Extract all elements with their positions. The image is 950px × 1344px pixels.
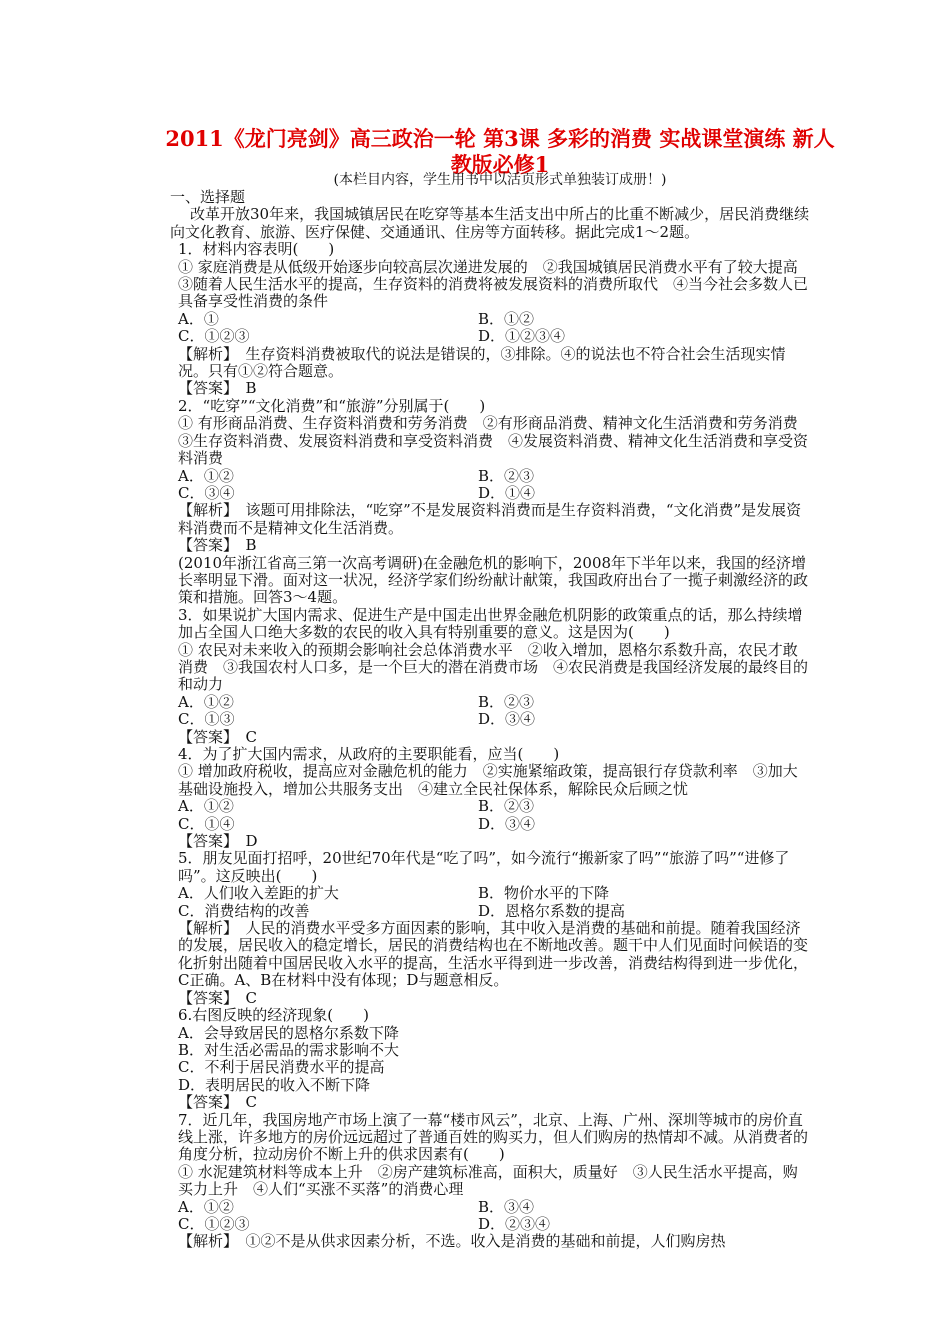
option-b: B．③④ bbox=[478, 1197, 535, 1216]
option-d: D．表明居民的收入不断下降 bbox=[178, 1075, 371, 1094]
question-1-items: ① 家庭消费是从低级开始逐步向较高层次递进发展的 ②我国城镇居民消费水平有了较大提高 ③随着人民生活水平的提高，生存资料的消费将被发展资料的消费所取代 ④当今社会多数人已具备享受性消费的条件 bbox=[178, 257, 813, 311]
option-c: C．消费结构的改善 bbox=[178, 901, 310, 920]
question-5-analysis: 【解析】 人民的消费水平受多方面因素的影响，其中收入是消费的基础和前提。随着我国经济的发展，居民收入的稳定增长，居民的消费结构也在不断地改善。题干中人们见面时问候语的变化折射出随着中国居民收入水平的提高，生活水平得到进一步改善，消费结构得到进一步优化，C正确。A、B在材料中没有体现；D与题意相反。 bbox=[178, 919, 809, 990]
option-b: B．②③ bbox=[478, 466, 535, 485]
question-1-stem: 1．材料内容表明( ) bbox=[178, 240, 335, 259]
question-3-items: ① 农民对未来收入的预期会影响社会总体消费水平 ②收入增加，恩格尔系数升高，农民才敢消费 ③我国农村人口多，是一个巨大的潜在消费市场 ④农民消费是我国经济发展的最终目的和动力 bbox=[178, 640, 809, 694]
question-7-options bbox=[170, 1199, 810, 1216]
option-a: A．① bbox=[178, 309, 219, 328]
option-b: B．对生活必需品的需求影响不大 bbox=[178, 1040, 400, 1059]
section-heading: 一、选择题 bbox=[170, 188, 246, 206]
question-1-analysis: 【解析】 生存资料消费被取代的说法是错误的，③排除。④的说法也不符合社会生活现实情况。只有①②符合题意。 bbox=[178, 344, 786, 381]
document-subtitle: (本栏目内容，学生用书中以活页形式单独装订成册！) bbox=[333, 172, 667, 188]
option-a: A．①② bbox=[178, 692, 234, 711]
question-4-items: ① 增加政府税收，提高应对金融危机的能力 ②实施紧缩政策，提高银行存贷款利率 ③加大基础设施投入，增加公共服务支出 ④建立全民社保体系，解除民众后顾之忧 bbox=[178, 762, 798, 798]
option-b: B．物价水平的下降 bbox=[478, 884, 610, 903]
question-7-options-2 bbox=[170, 1216, 810, 1233]
option-c: C．①④ bbox=[178, 814, 235, 833]
option-b: B．②③ bbox=[478, 692, 535, 711]
question-4-answer: 【答案】 D bbox=[178, 832, 258, 851]
question-1-options-2 bbox=[170, 328, 810, 345]
option-b: B．①② bbox=[478, 309, 535, 328]
option-c: C．①②③ bbox=[178, 1214, 250, 1233]
option-a: A．①② bbox=[178, 466, 234, 485]
question-7-analysis: 【解析】 ①②不是从供求因素分析，不选。收入是消费的基础和前提，人们购房热 bbox=[178, 1232, 726, 1251]
option-a: A．①② bbox=[178, 1197, 234, 1216]
question-6-stem: 6.右图反映的经济现象( ) bbox=[178, 1006, 370, 1025]
intro-paragraph-2: (2010年浙江省高三第一次高考调研)在金融危机的影响下，2008年下半年以来，我国的经济增长率明显下滑。面对这一状况，经济学家们纷纷献计献策，我国政府出台了一揽子刺激经济的政策和措施。回答3～4题。 bbox=[178, 553, 809, 607]
question-4-options bbox=[170, 798, 810, 815]
question-2-stem: 2．“吃穿”“文化消费”和“旅游”分别属于( ) bbox=[178, 396, 486, 415]
question-5-options bbox=[170, 885, 810, 902]
option-d: D．③④ bbox=[478, 814, 536, 833]
question-2-items: ① 有形商品消费、生存资料消费和劳务消费 ②有形商品消费、精神文化生活消费和劳务消费 ③生存资料消费、发展资料消费和享受资料消费 ④发展资料消费、精神文化生活消费和享受资料消费 bbox=[178, 414, 813, 468]
question-3-answer: 【答案】 C bbox=[178, 727, 257, 746]
question-3-options bbox=[170, 694, 810, 711]
option-b: B．②③ bbox=[478, 797, 535, 816]
option-d: D．①②③④ bbox=[478, 327, 566, 346]
document-title: 2011《龙门亮剑》高三政治一轮 第3课 多彩的消费 实战课堂演练 新人教版必修1 bbox=[165, 126, 835, 177]
option-c: C．不利于居民消费水平的提高 bbox=[178, 1058, 385, 1077]
option-c: C．①③ bbox=[178, 710, 235, 729]
question-7-items: ① 水泥建筑材料等成本上升 ②房产建筑标准高，面积大，质量好 ③人民生活水平提高，购买力上升 ④人们“买涨不买落”的消费心理 bbox=[178, 1162, 798, 1199]
question-5-answer: 【答案】 C bbox=[178, 988, 257, 1007]
option-c: C．①②③ bbox=[178, 327, 250, 346]
question-4-options-2 bbox=[170, 816, 810, 833]
question-2-options bbox=[170, 468, 810, 485]
option-a: A．会导致居民的恩格尔系数下降 bbox=[178, 1023, 399, 1042]
question-7-stem: 7．近几年，我国房地产市场上演了一幕“楼市风云”，北京、上海、广州、深圳等城市的房价直线上涨，许多地方的房价远远超过了普通百姓的购买力，但人们购房的热情却不减。从消费者的角度分析，拉动房价不断上升的供求因素有( ) bbox=[178, 1110, 809, 1164]
question-3-options-2 bbox=[170, 711, 810, 728]
question-6-answer: 【答案】 C bbox=[178, 1093, 257, 1112]
intro-paragraph: 改革开放30年来，我国城镇居民在吃穿等基本生活支出中所占的比重不断减少，居民消费继续向文化教育、旅游、医疗保健、交通通讯、住房等方面转移。据此完成1～2题。 bbox=[170, 205, 810, 241]
document-body bbox=[170, 188, 813, 1251]
option-d: D．恩格尔系数的提高 bbox=[478, 901, 626, 920]
option-d: D．①④ bbox=[478, 483, 536, 502]
option-a: A．①② bbox=[178, 797, 234, 816]
question-1-options bbox=[170, 311, 810, 328]
question-5-stem: 5．朋友见面打招呼，20世纪70年代是“吃了吗”，如今流行“搬新家了吗”“旅游了吗”“进修了吗”。这反映出( ) bbox=[178, 849, 790, 885]
option-d: D．②③④ bbox=[478, 1214, 551, 1233]
question-2-analysis: 【解析】 该题可用排除法，“吃穿”不是发展资料消费而是生存资料消费，“文化消费”是发展资料消费而不是精神文化生活消费。 bbox=[178, 501, 802, 537]
question-3-stem: 3．如果说扩大国内需求、促进生产是中国走出世界金融危机阴影的政策重点的话，那么持续增加占全国人口绝大多数的农民的收入具有特别重要的意义。这是因为( ) bbox=[178, 605, 803, 642]
question-1-answer: 【答案】 B bbox=[178, 379, 257, 398]
option-d: D．③④ bbox=[478, 710, 536, 729]
option-a: A．人们收入差距的扩大 bbox=[178, 884, 339, 903]
question-5-options-2 bbox=[170, 903, 810, 920]
question-2-options-2 bbox=[170, 485, 810, 502]
question-2-answer: 【答案】 B bbox=[178, 536, 257, 555]
option-c: C．③④ bbox=[178, 483, 235, 502]
question-4-stem: 4．为了扩大国内需求，从政府的主要职能看，应当( ) bbox=[178, 745, 560, 763]
